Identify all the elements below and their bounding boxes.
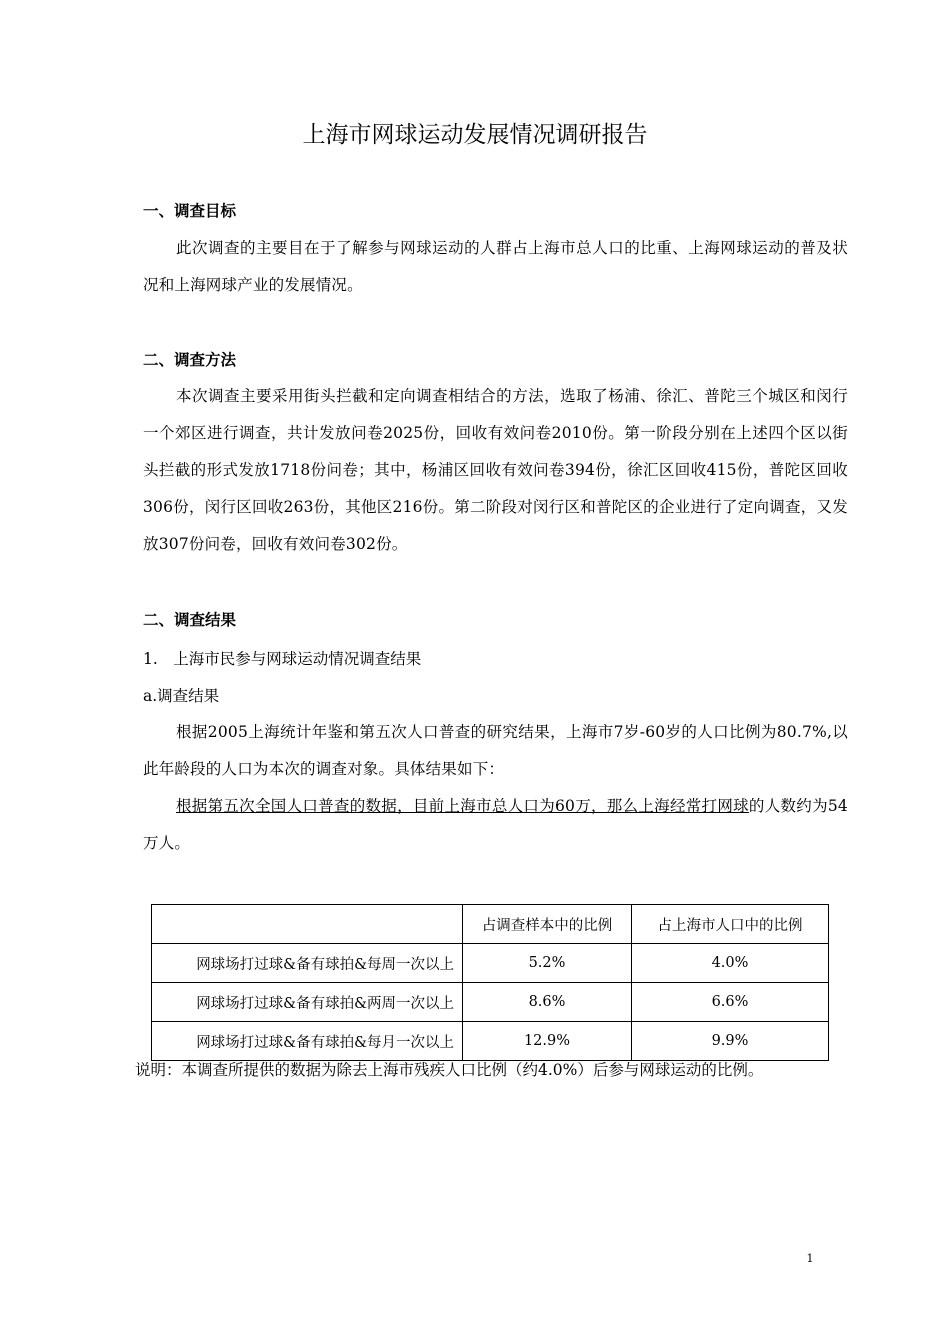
results-item-1: 1. 上海市民参与网球运动情况调查结果 <box>143 650 422 668</box>
section-heading-goals: 一、调查目标 <box>143 202 237 220</box>
table-row <box>152 1022 829 1061</box>
table-cell-sample: 12.9% <box>463 1022 632 1061</box>
results-table <box>151 904 829 1061</box>
table-header-cell: 占上海市人口中的比例 <box>632 905 829 944</box>
paragraph-2-rest: 的人数约为54万人。 <box>143 797 848 852</box>
section-heading-results: 二、调查结果 <box>143 611 237 629</box>
page-number: 1 <box>806 1252 814 1265</box>
table-row-label: 网球场打过球&备有球拍&每周一次以上 <box>152 944 463 983</box>
table-note: 说明：本调查所提供的数据为除去上海市残疾人口比例（约4.0%）后参与网球运动的比例。 <box>135 1061 764 1079</box>
table-cell-population: 9.9% <box>632 1022 829 1061</box>
document-title: 上海市网球运动发展情况调研报告 <box>302 122 648 148</box>
section-body-goals: 此次调查的主要目在于了解参与网球运动的人群占上海市总人口的比重、上海网球运动的普及状况和上海网球产业的发展情况。 <box>143 239 848 294</box>
table-cell-population: 4.0% <box>632 944 829 983</box>
section-heading-method: 二、调查方法 <box>143 351 237 369</box>
section-body-method: 本次调查主要采用街头拦截和定向调查相结合的方法，选取了杨浦、徐汇、普陀三个城区和闵行一个郊区进行调查，共计发放问卷2025份，回收有效问卷2010份。第一阶段分别在上述四个区以街头拦截的形式发放1718份问卷；其中，杨浦区回收有效问卷394份，徐汇区回收415份，普陀区回收306份，闵行区回收263份，其他区216份。第二阶段对闵行区和普陀区的企业进行了定向调查，又发放307份问卷，回收有效问卷302份。 <box>143 387 848 553</box>
table-header-row <box>152 905 829 944</box>
table-row <box>152 944 829 983</box>
table-header-cell: 占调查样本中的比例 <box>463 905 632 944</box>
results-subitem-a: a.调查结果 <box>143 687 220 705</box>
results-paragraph-1: 根据2005上海统计年鉴和第五次人口普查的研究结果，上海市7岁-60岁的人口比例为80.7%,以此年龄段的人口为本次的调查对象。具体结果如下： <box>143 723 848 778</box>
table-row-label: 网球场打过球&备有球拍&两周一次以上 <box>152 983 463 1022</box>
table-row-label: 网球场打过球&备有球拍&每月一次以上 <box>152 1022 463 1061</box>
table-row <box>152 983 829 1022</box>
table-header-cell <box>152 905 463 944</box>
table-cell-population: 6.6% <box>632 983 829 1022</box>
table-cell-sample: 5.2% <box>463 944 632 983</box>
table-cell-sample: 8.6% <box>463 983 632 1022</box>
results-paragraph-2 <box>143 788 848 862</box>
underlined-text: 根据第五次全国人口普查的数据，目前上海市总人口为60万，那么上海经常打网球 <box>176 797 749 815</box>
